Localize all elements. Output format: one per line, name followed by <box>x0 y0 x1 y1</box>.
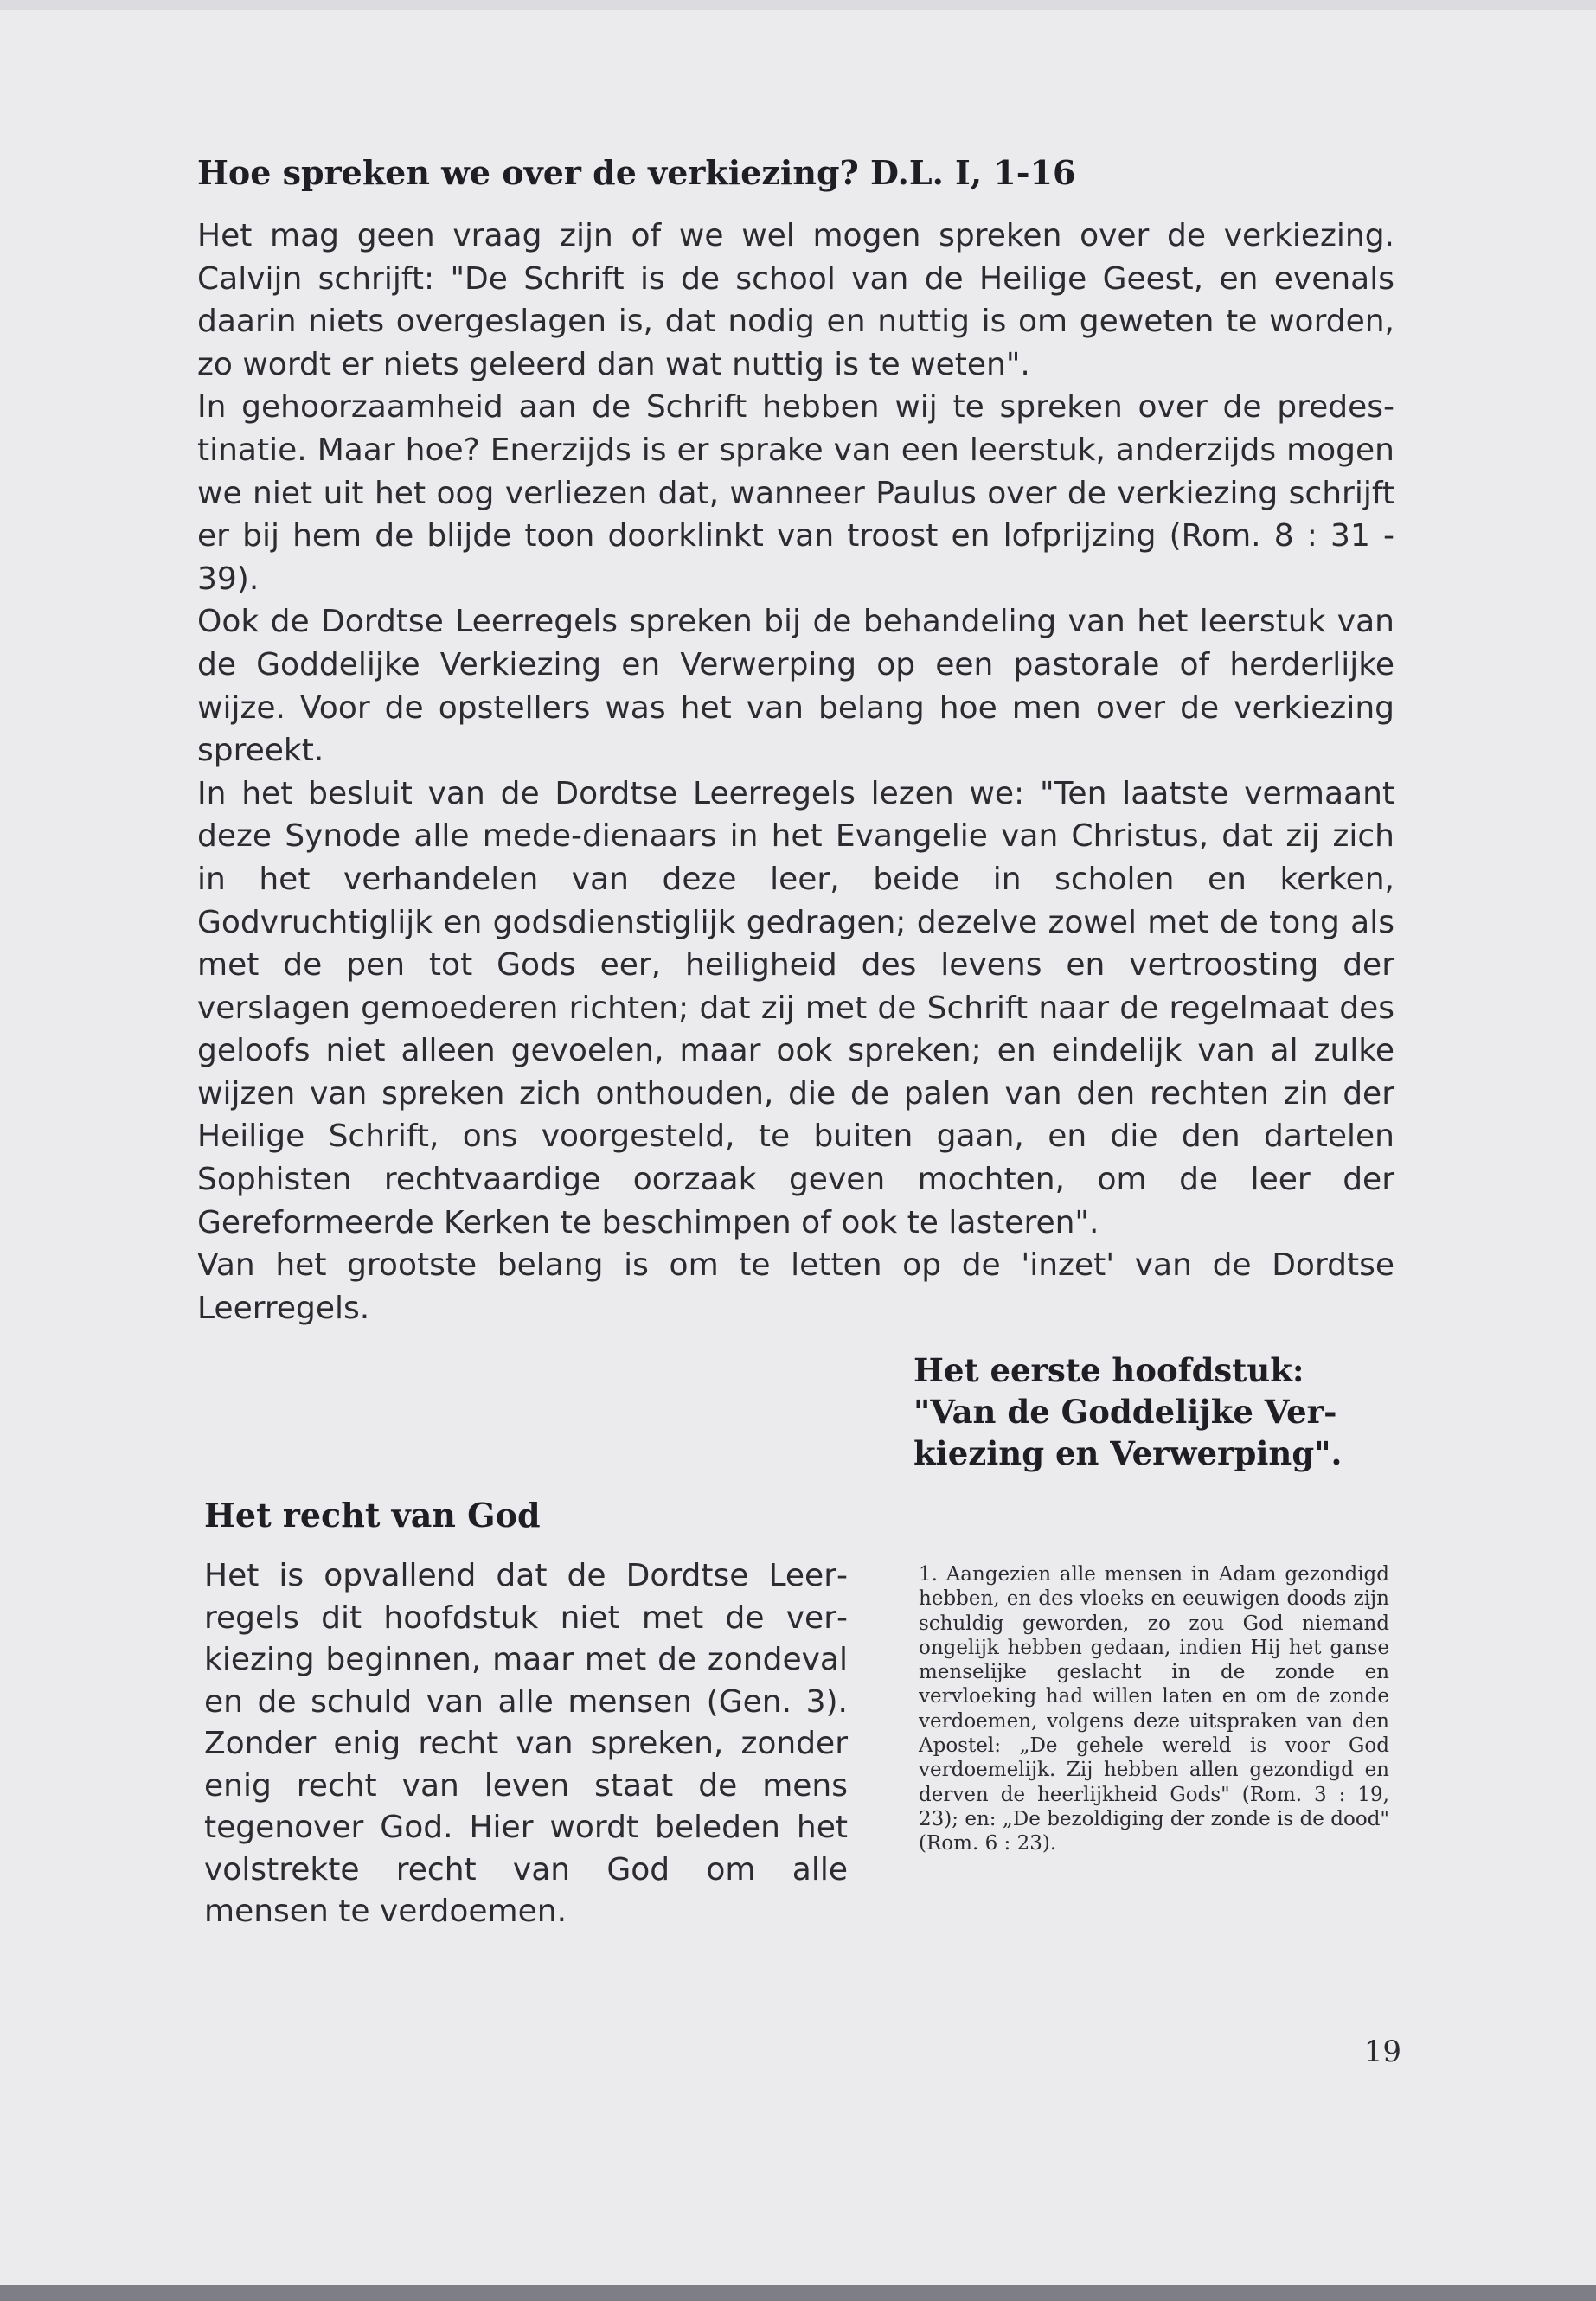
section-text: Het is opvallend dat de Dordtse Leerregels dit hoofdstuk niet met de verkiezing beginnen, maar met de zondeval en de schuld van alle mensen (Gen. 3). Zonder enig recht van spreken, zonder enig recht van leven staat de mens tegenover God. Hier wordt beleden het volstrekte recht van God om alle mensen te verdoemen. <box>204 1558 848 1929</box>
chapter-heading-line-3: kiezing en Verwerping". <box>913 1434 1343 1472</box>
section-heading: Het recht van God <box>204 1496 541 1535</box>
chapter-heading-line-2: "Van de Goddelijke Ver- <box>913 1393 1337 1431</box>
page-number: 19 <box>1363 2035 1401 2069</box>
chapter-heading-line-1: Het eerste hoofdstuk: <box>913 1351 1304 1389</box>
chapter-heading <box>913 1349 1398 1474</box>
paragraph-5: Van het grootste belang is om te letten op de 'inzet' van de Dordtse Leerregels. <box>197 1247 1394 1326</box>
main-text-block <box>197 215 1394 1330</box>
article-1-text: 1. Aangezien alle mensen in Adam gezondigd hebben, en des vloeks en eeuwigen doods zijn schuldig geworden, zo zou God niemand ongelijk hebben gedaan, indien Hij het ganse menselijke geslacht in de zonde en vervloeking had willen laten en om de zonde verdoemen, volgens deze uitspraken van den Apostel: „De gehele wereld is voor God verdoemelijk. Zij hebben allen gezondigd en derven de heerlijkheid Gods" (Rom. 3 : 19, 23); en: „De bezoldiging der zonde is de dood" (Rom. 6 : 23). <box>919 1563 1389 1856</box>
paragraph-1: Het mag geen vraag zijn of we wel mogen spreken over de verkiezing. Calvijn schrijft: "De Schrift is de school van de Heilige Geest, en evenals daarin niets overgeslagen is, dat nodig en nuttig is om geweten te worden, zo wordt er niets geleerd dan wat nuttig is te weten". <box>197 218 1394 382</box>
page-heading: Hoe spreken we over de verkiezing? D.L. I, 1-16 <box>197 153 1076 192</box>
scan-bottom-edge <box>0 2285 1596 2301</box>
paragraph-3: Ook de Dordtse Leerregels spreken bij de behandeling van het leerstuk van de Goddelijke Verkiezing en Verwerping op een pastorale of herderlijke wijze. Voor de opstellers was het van belang hoe men over de verkiezing spreekt. <box>197 604 1394 769</box>
paragraph-2: In gehoorzaamheid aan de Schrift hebben wij te spreken over de predestinatie. Maar hoe? Enerzijds is er sprake van een leerstuk, anderzijds mogen we niet uit het oog verliezen dat, wanneer Paulus over de verkiezing schrijft er bij hem de blijde toon doorklinkt van troost en lofprijzing (Rom. 8 : 31 - 39). <box>197 389 1394 597</box>
paragraph-4: In het besluit van de Dordtse Leerregels lezen we: "Ten laatste vermaant deze Synode alle mede-dienaars in het Evangelie van Christus, dat zij zich in het verhandelen van deze leer, beide in scholen en kerken, Godvruchtiglijk en godsdienstiglijk gedragen; dezelve zowel met de tong als met de pen tot Gods eer, heiligheid des levens en vertroosting der verslagen gemoederen richten; dat zij met de Schrift naar de regelmaat des geloofs niet alleen gevoelen, maar ook spreken; en eindelijk van al zulke wijzen van spreken zich onthouden, die de palen van den rechten zin der Heilige Schrift, ons voorgesteld, te buiten gaan, en die den dartelen Sophisten rechtvaardige oorzaak geven mochten, om de leer der Gereformeerde Kerken te beschimpen of ook te lasteren". <box>197 775 1394 1240</box>
